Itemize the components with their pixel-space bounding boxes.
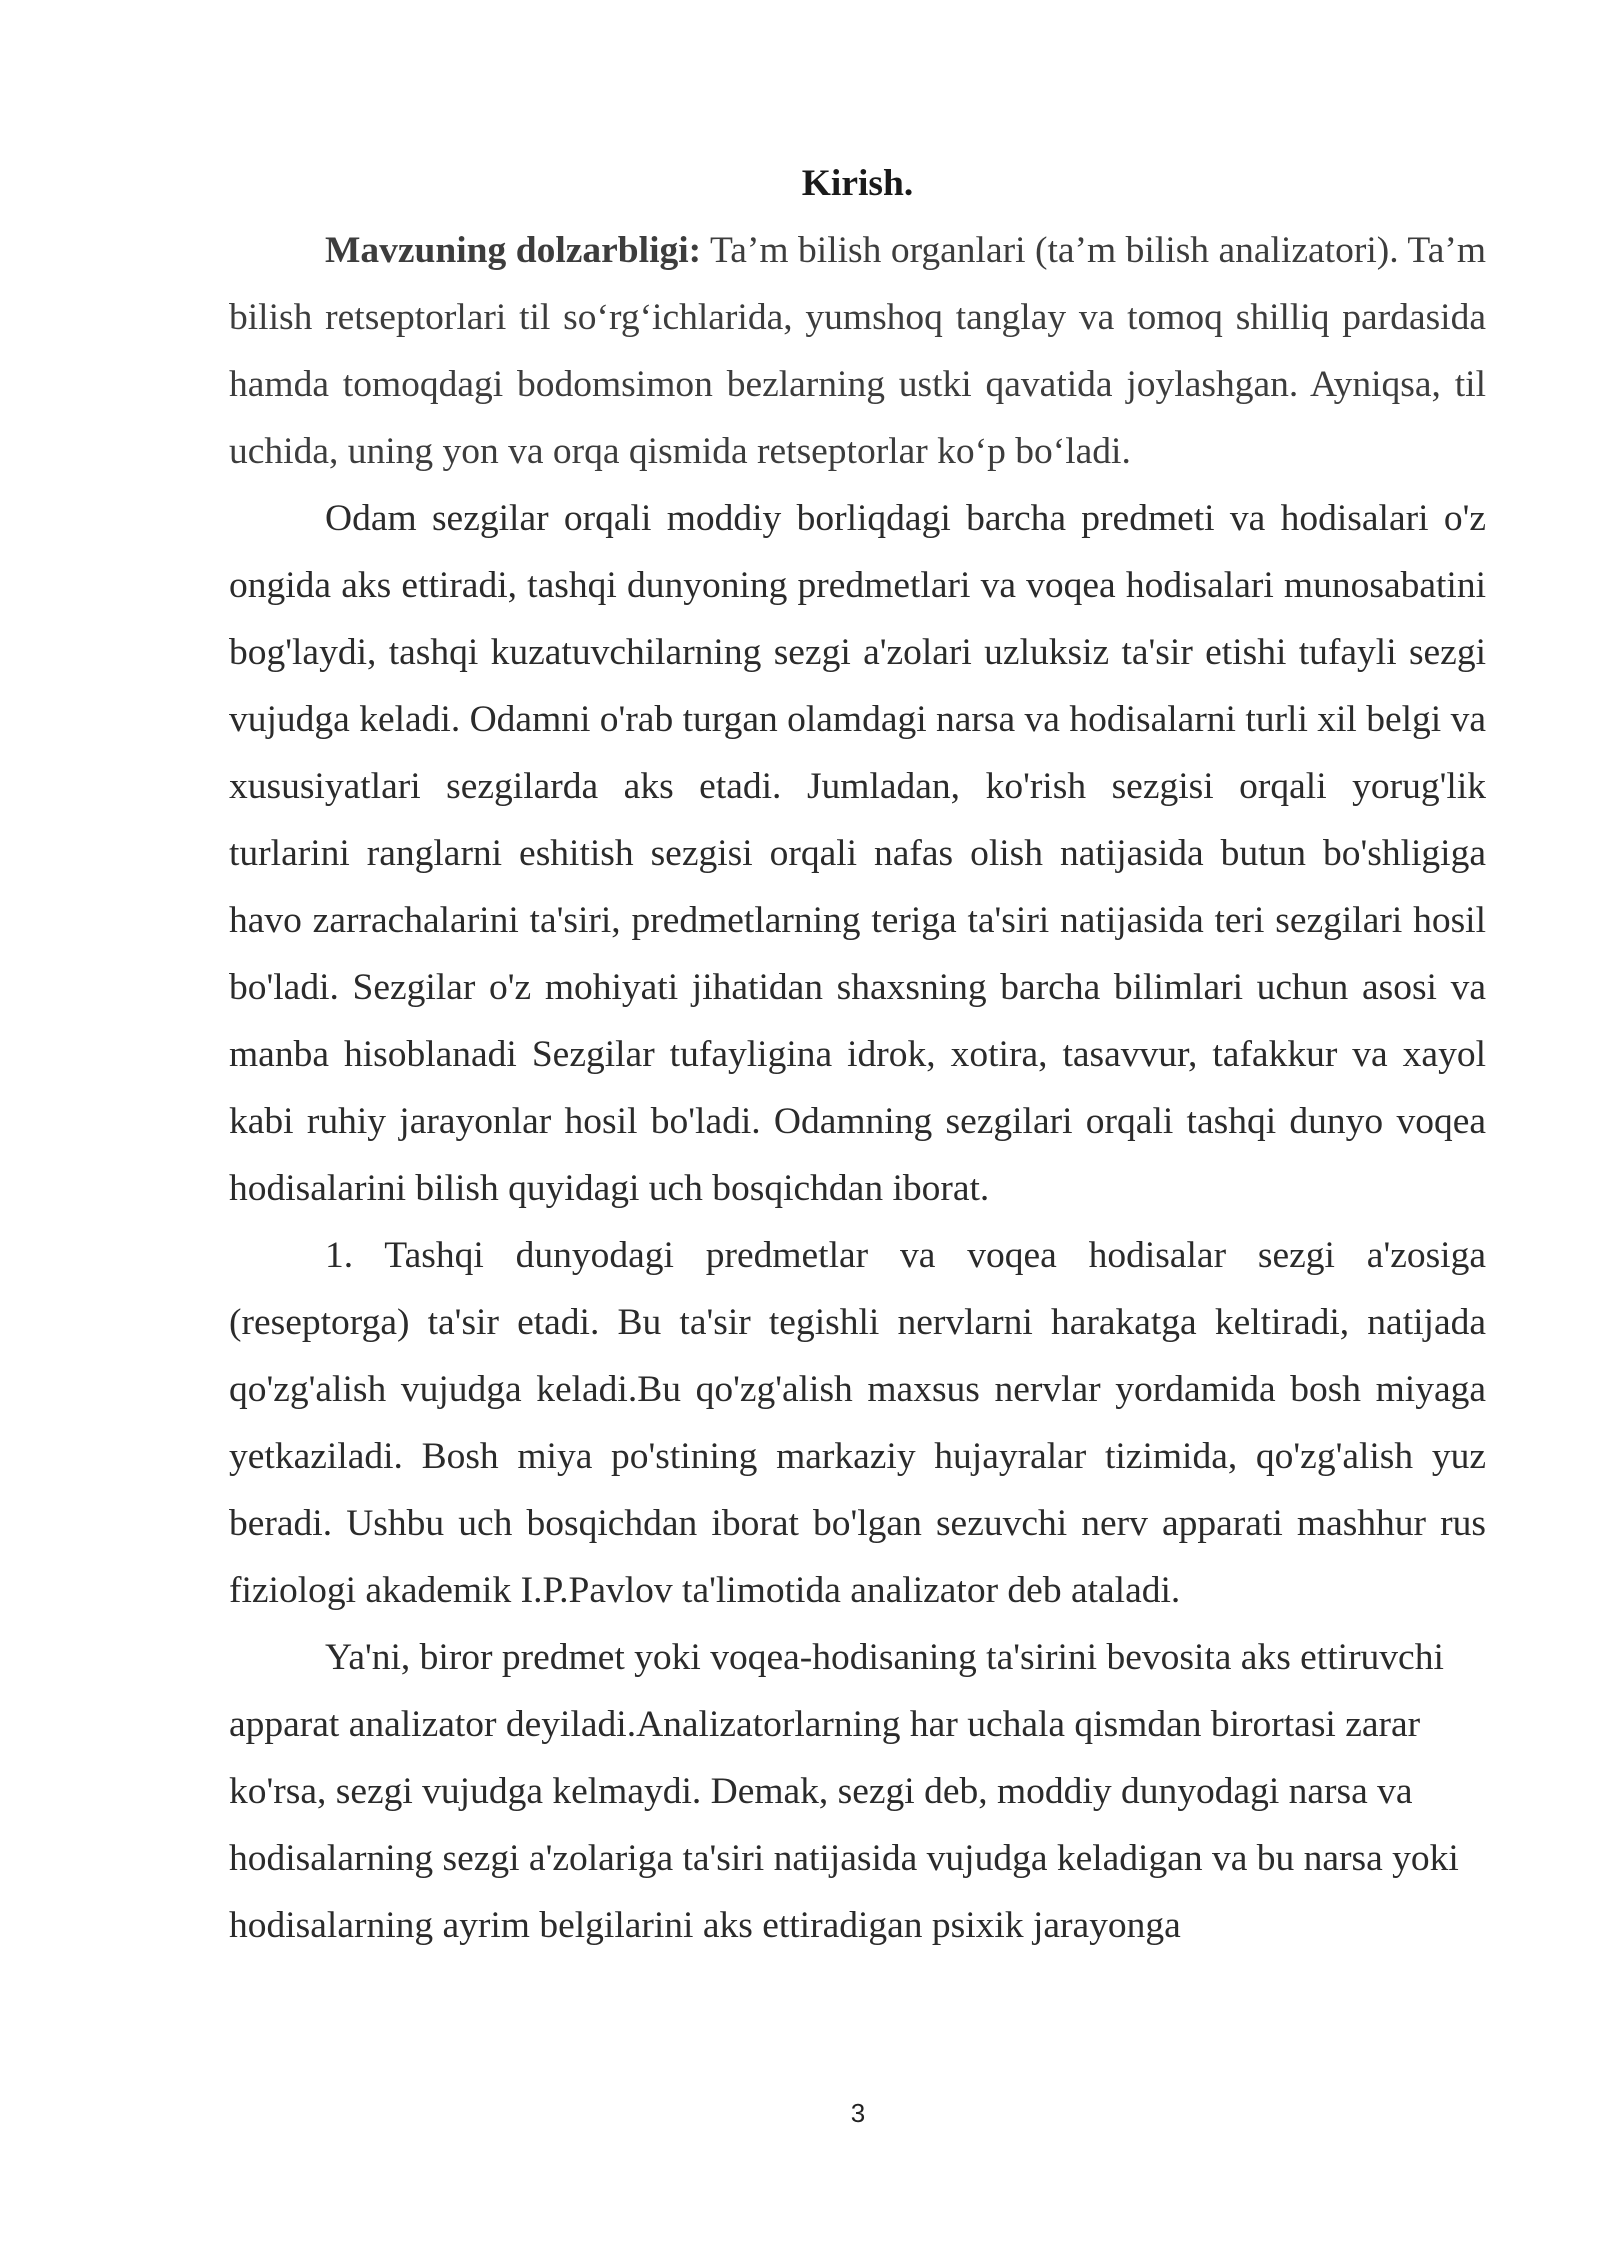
paragraph-text: Ta’m bilish organlari (ta’m bilish analizatori). Ta’m bilish retseptorlari til so‘rg‘ichlarida, yumshoq tanglay va tomoq shilliq pardasida hamda tomoqdagi bodomsimon bezlarning ustki qavatida joylashgan. Ayniqsa, til uchida, uning yon va orqa qismida retseptorlar ko‘p bo‘ladi. [229,230,1486,472]
paragraph-stage-one: 1. Tashqi dunyodagi predmetlar va voqea hodisalar sezgi a'zosiga (reseptorga) ta'sir etadi. Bu ta'sir tegishli nervlarni harakatga keltiradi, natijada qo'zg'alish vujudga keladi.Bu qo'zg'alish maxsus nervlar yordamida bosh miyaga yetkaziladi. Bosh miya po'stining markaziy hujayralar tizimida, qo'zg'alish yuz beradi. Ushbu uch bosqichdan iborat bo'lgan sezuvchi nerv apparati mashhur rus fiziologi akademik I.P.Pavlov ta'limotida analizator deb ataladi. [229,1235,1486,1611]
paragraph-relevance [229,217,1486,485]
page-number: 3 [850,2098,866,2128]
paragraph-sensations: Odam sezgilar orqali moddiy borliqdagi barcha predmeti va hodisalari o'z ongida aks ettiradi, tashqi dunyoning predmetlari va voqea hodisalari munosabatini bog'laydi, tashqi kuzatuvchilarning sezgi a'zolari uzluksiz ta'sir etishi tufayli sezgi vujudga keladi. Odamni o'rab turgan olamdagi narsa va hodisalarni turli xil belgi va xususiyatlari sezgilarda aks etadi. Jumladan, ko'rish sezgisi orqali yorug'lik turlarini ranglarni eshitish sezgisi orqali nafas olish natijasida butun bo'shligiga havo zarrachalarini ta'siri, predmetlarning teriga ta'siri natijasida teri sezgilari hosil bo'ladi. Sezgilar o'z mohiyati jihatidan shaxsning barcha bilimlari uchun asosi va manba hisoblanadi Sezgilar tufayligina idrok, xotira, tasavvur, tafakkur va xayol kabi ruhiy jarayonlar hosil bo'ladi. Odamning sezgilari orqali tashqi dunyo voqea hodisalarini bilish quyidagi uch bosqichdan iborat. [229,498,1486,1209]
paragraph-analyzer-definition: Ya'ni, biror predmet yoki voqea-hodisaning ta'sirini bevosita aks ettiruvchi apparat analizator deyiladi.Analizatorlarning har uchala qismdan birortasi zarar ko'rsa, sezgi vujudga kelmaydi. Demak, sezgi deb, moddiy dunyodagi narsa va hodisalarning sezgi a'zolariga ta'siri natijasida vujudga keladigan va bu narsa yoki hodisalarning ayrim belgilarini aks ettiradigan psixik jarayonga [229,1637,1459,1946]
document-body [229,150,1486,1959]
document-title: Kirish. [801,163,914,204]
paragraph-lead-heading: Mavzuning dolzarbligi: [325,230,702,271]
